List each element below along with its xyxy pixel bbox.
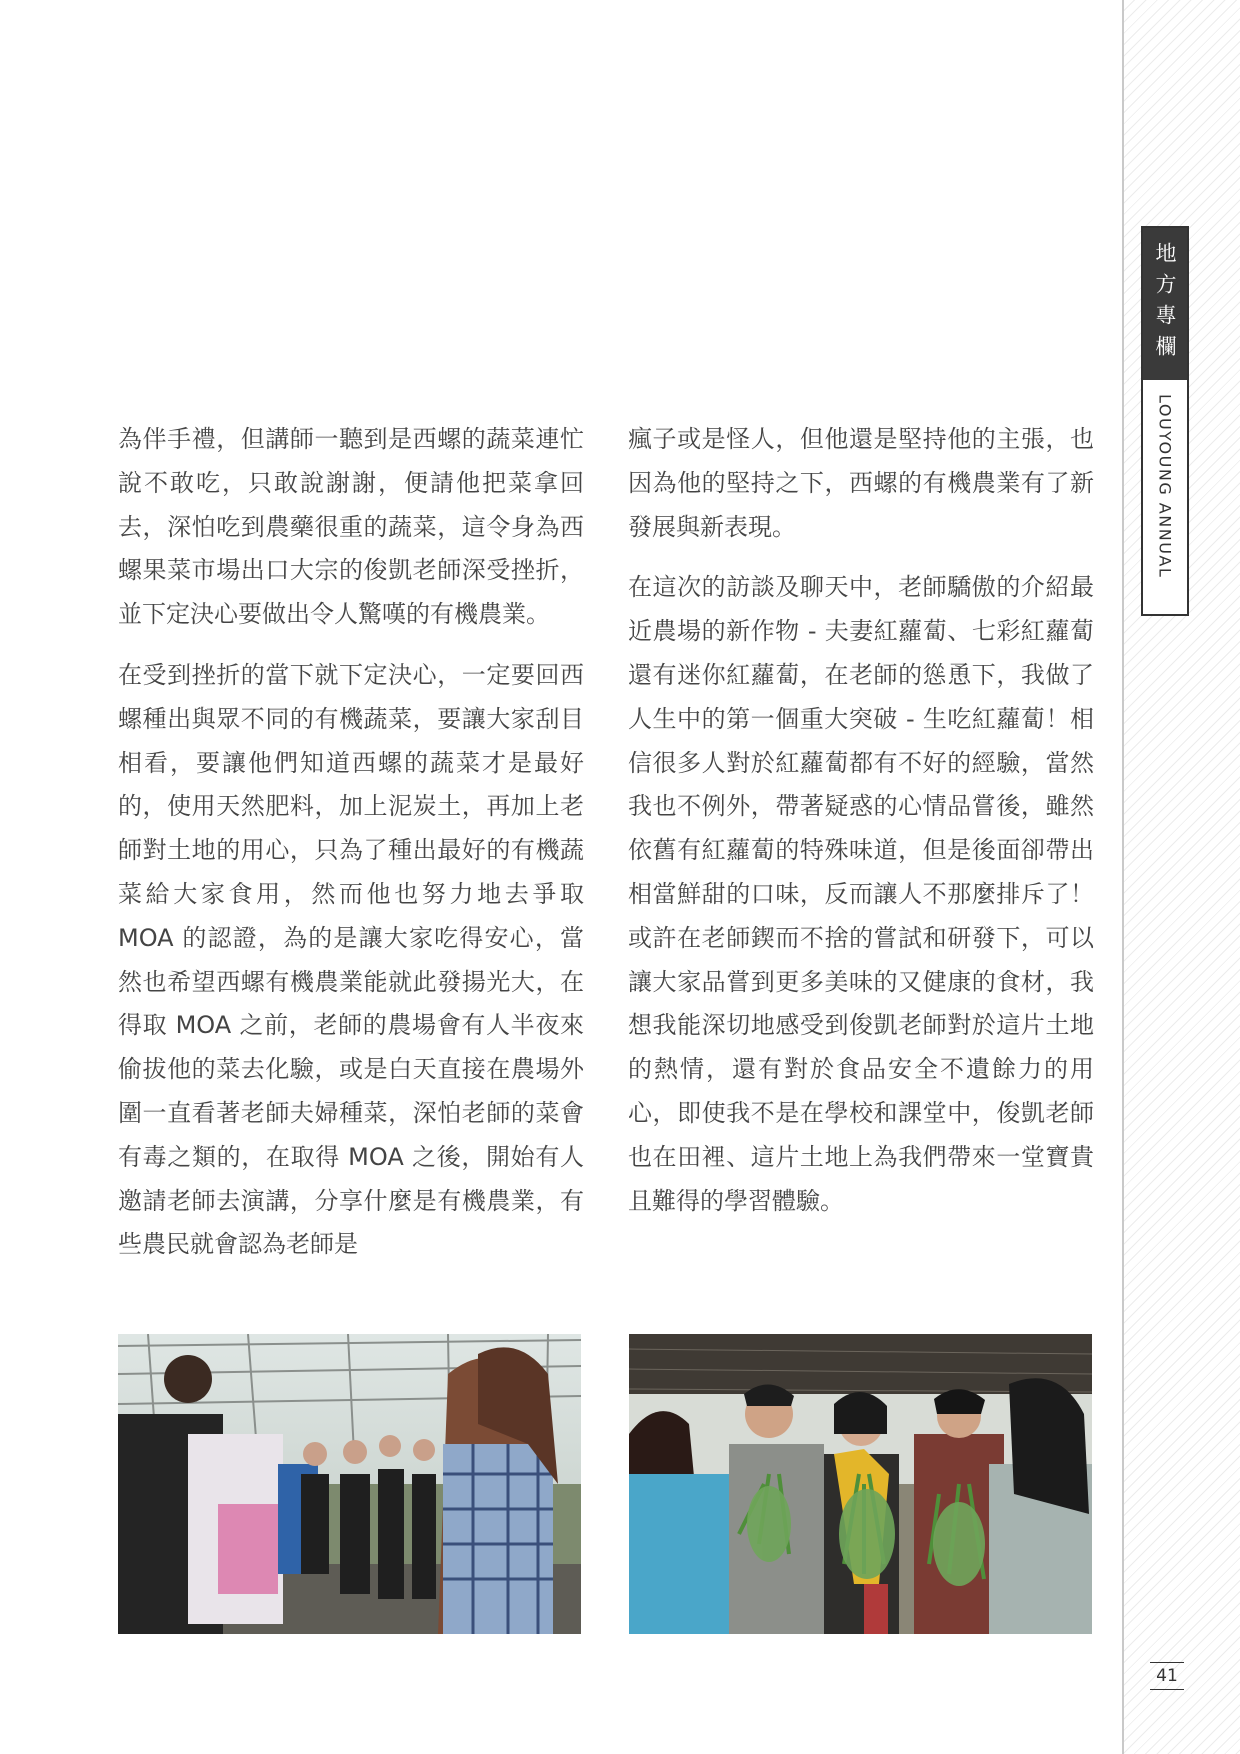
greenhouse-photo-illustration [118, 1334, 581, 1634]
paragraph: 在受到挫折的當下就下定決心，一定要回西螺種出與眾不同的有機蔬菜，要讓大家刮目相看，要讓他們知道西螺的蔬菜才是最好的，使用天然肥料，加上泥炭土，再加上老師對土地的用心，只為了種出最好的有機蔬菜給大家食用，然而他也努力地去爭取 MOA 的認證，為的是讓大家吃得安心，當然也希望西螺有機農業能就此發揚光大，在得取 MOA 之前，老師的農場會有人半夜來偷拔他的菜去化驗，或是白天直接在農場外圍一直看著老師夫婦種菜，深怕老師的菜會有毒之類的，在取得 MOA 之後，開始有人邀請老師去演講，分享什麼是有機農業，有些農民就會認為老師是 [118, 660, 584, 1259]
article-column-right [628, 418, 1094, 1240]
article-column-left [118, 418, 584, 1284]
page-number: 41 [1150, 1666, 1184, 1686]
section-tab-label [1143, 228, 1187, 380]
paragraph: 為伴手禮，但講師一聽到是西螺的蔬菜連忙說不敢吃，只敢說謝謝，便請他把菜拿回去，深怕吃到農藥很重的蔬菜，這令身為西螺果菜市場出口大宗的俊凱老師深受挫折，並下定決心要做出令人驚嘆的有機農業。 [118, 425, 584, 629]
section-tab [1141, 226, 1189, 616]
photo-greenhouse-group [118, 1334, 581, 1634]
carrot-photo-illustration [629, 1334, 1092, 1634]
paragraph: 在這次的訪談及聊天中，老師驕傲的介紹最近農場的新作物 - 夫妻紅蘿蔔、七彩紅蘿蔔還有迷你紅蘿蔔，在老師的慫恿下，我做了人生中的第一個重大突破 - 生吃紅蘿蔔！相信很多人對於紅蘿蔔都有不好的經驗，當然我也不例外，帶著疑惑的心情品嘗後，雖然依舊有紅蘿蔔的特殊味道，但是後面卻帶出相當鮮甜的口味，反而讓人不那麼排斥了！或許在老師鍥而不捨的嘗試和研發下，可以讓大家品嘗到更多美味的又健康的食材，我想我能深切地感受到俊凱老師對於這片土地的熱情，還有對於食品安全不遺餘力的用心，即使我不是在學校和課堂中，俊凱老師也在田裡、這片土地上為我們帶來一堂寶貴且難得的學習體驗。 [628, 573, 1094, 1215]
brand-text: LOUYOUNG ANNUAL [1155, 394, 1175, 579]
brand-label [1143, 380, 1187, 614]
section-title: 地方專欄 [1153, 242, 1177, 366]
paragraph: 瘋子或是怪人，但他還是堅持他的主張，也因為他的堅持之下，西螺的有機農業有了新發展與新表現。 [628, 425, 1094, 541]
photo-carrot-tasting [629, 1334, 1092, 1634]
